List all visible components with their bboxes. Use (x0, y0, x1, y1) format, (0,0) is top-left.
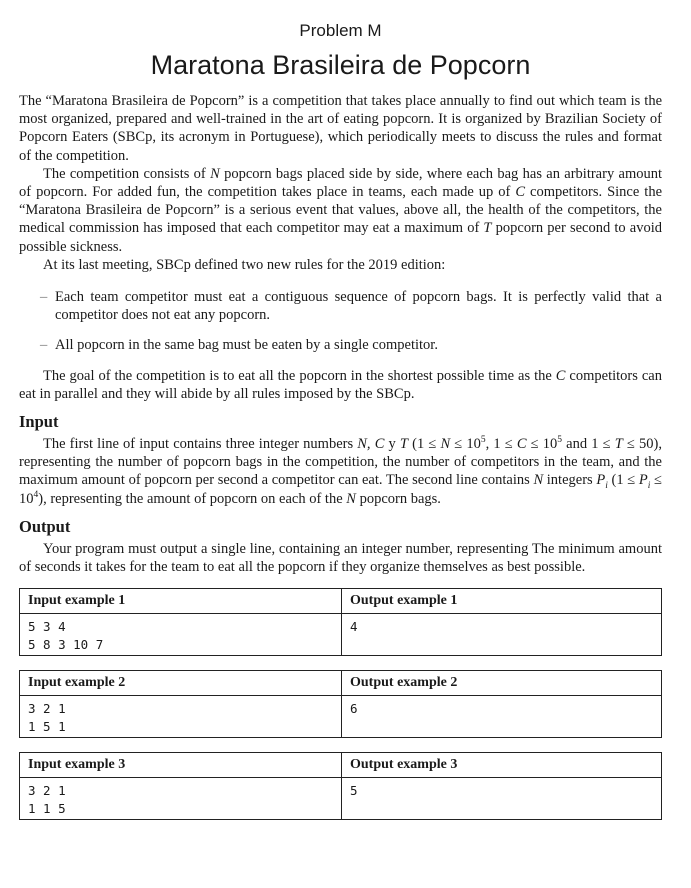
problem-page (19, 18, 662, 834)
list-item: – Each team competitor must eat a contiguous sequence of popcorn bags. It is perfectly valid that a competitor does not eat any popcorn. (40, 289, 662, 324)
example-box-3 (19, 752, 662, 820)
input-example-header: Input example 2 (28, 675, 126, 691)
input-heading: Input (19, 412, 59, 432)
input-example-content: 3 2 1 1 5 1 (28, 701, 66, 735)
output-example-content: 6 (350, 701, 358, 717)
statement-paragraph-4: The goal of the competition is to eat all the popcorn in the shortest possible time as the C competitors can eat in parallel and they will abide by all rules imposed by the SBCp. (19, 367, 662, 402)
example-box-2 (19, 670, 662, 738)
examples (19, 588, 662, 820)
input-example-header: Input example 3 (28, 757, 126, 773)
statement-paragraph-3: At its last meeting, SBCp defined two new rules for the 2019 edition: (43, 256, 446, 273)
output-description: Your program must output a single line, containing an integer number, representing The minimum amount of seconds it takes for the team to eat all the popcorn if they organize themselves as best possible. (19, 540, 662, 576)
output-example-header: Output example 2 (350, 675, 458, 691)
example-box-1 (19, 588, 662, 656)
rules-list (19, 288, 662, 355)
output-example-header: Output example 3 (350, 757, 458, 773)
output-example-header: Output example 1 (350, 593, 458, 609)
input-description: The first line of input contains three integer numbers N, C y T ($1 \le N \le 10^5$, $1 \le C \le 10^5$ and 1 ≤ T ≤ 50), representing the number of popcorn bags in the competition, the number of competitors in the team, and the maximum amount of popcorn per second a competitor can eat. The second line contains N integers $P_i$ $(1 \le P_i \le 10^4)$, representing the amount of popcorn on each of the N popcorn bags. (19, 435, 662, 507)
problem-label: Problem M (299, 21, 382, 40)
input-example-content: 5 3 4 5 8 3 10 7 (28, 619, 104, 653)
bullet-dash: – (40, 289, 48, 306)
output-example-content: 4 (350, 619, 358, 635)
page-title: Maratona Brasileira de Popcorn (150, 50, 531, 80)
bullet-dash: – (40, 337, 48, 354)
list-item: – All popcorn in the same bag must be eaten by a single competitor. (40, 337, 438, 354)
output-heading: Output (19, 516, 71, 536)
input-example-content: 3 2 1 1 1 5 (28, 783, 66, 817)
input-example-header: Input example 1 (28, 593, 126, 609)
statement-paragraph-2: The competition consists of N popcorn bags placed side by side, where each bag has an arbitrary amount of popcorn. For added fun, the competition takes place in teams, each made up of C competitors. Since the “Maratona Brasileira de Popcorn” is a serious event that values, above all, the health of the competitors, the medical commission has imposed that each competitor may eat a maximum of T popcorn per second to avoid possible sickness. (19, 165, 663, 255)
output-example-content: 5 (350, 783, 358, 799)
statement-paragraph-1: The “Maratona Brasileira de Popcorn” is a competition that takes place annually to find out which team is the most organized, prepared and well-trained in the art of eating popcorn. It is organized by Brazilian Society of Popcorn Eaters (SBCp, its acronym in Portuguese), which periodically meets to discuss the rules and format of the competition. (19, 93, 662, 164)
